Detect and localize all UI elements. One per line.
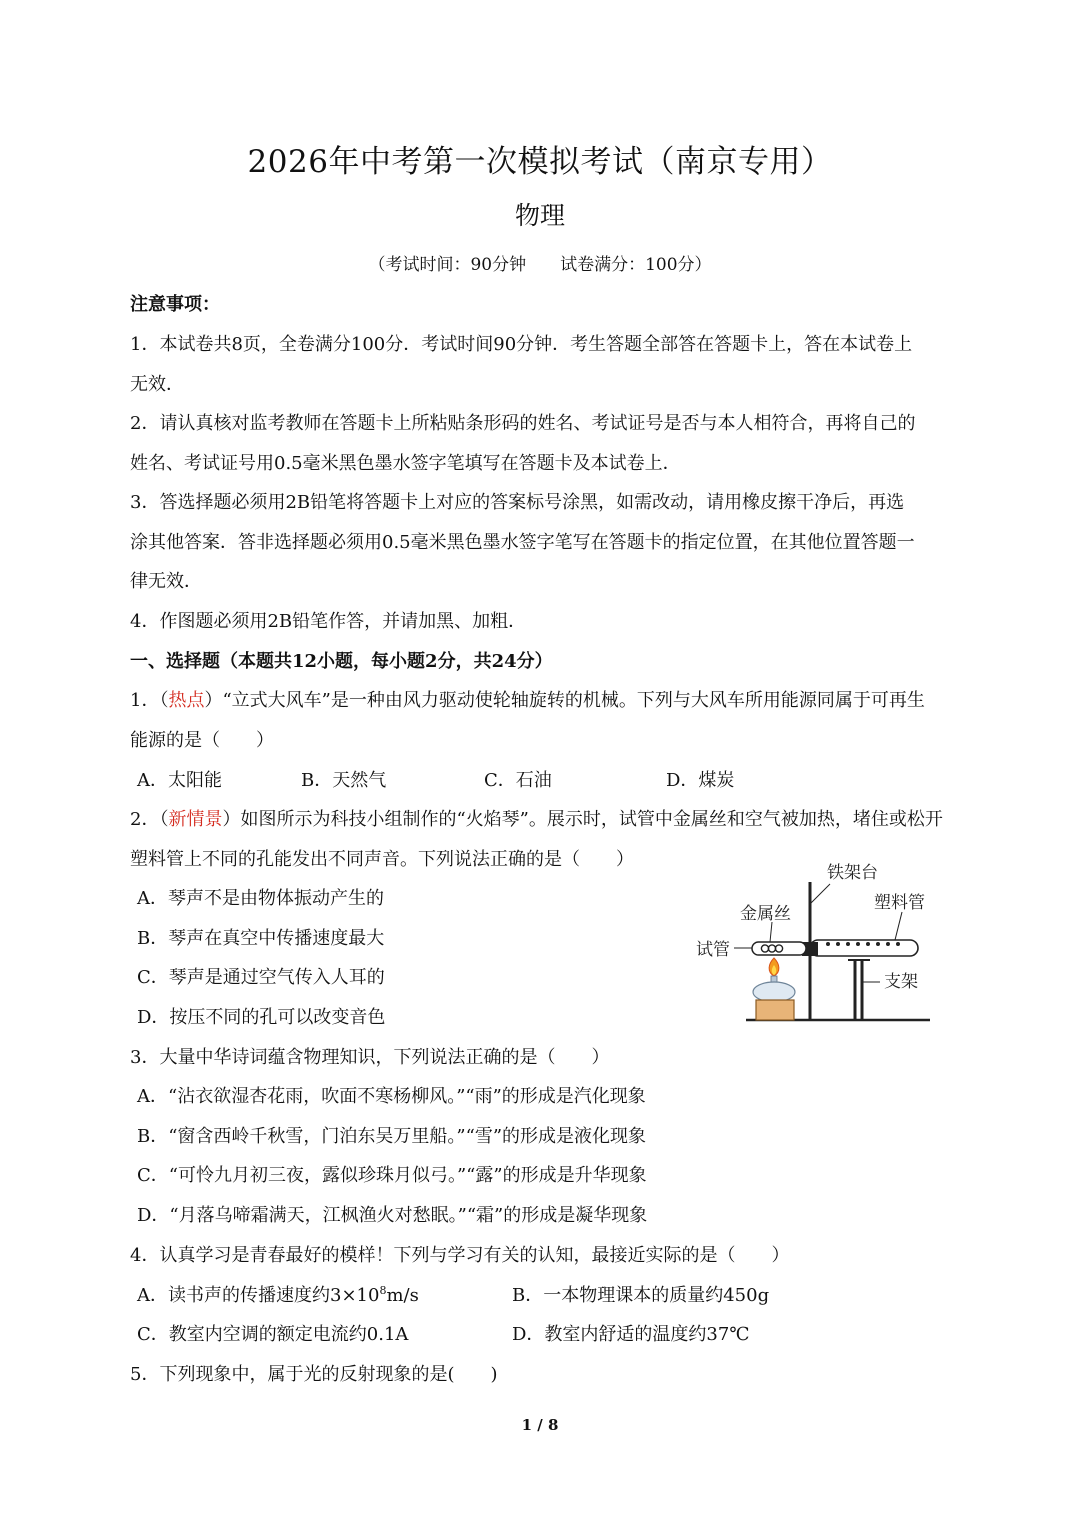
question-1-tag: 热点 — [168, 690, 205, 711]
question-1-number: 1．（ — [130, 690, 169, 711]
question-4-option-b: B．一本物理课本的质量约450g — [512, 1285, 770, 1306]
label-support: 支架 — [884, 972, 918, 992]
notice-item-1-line-2: 无效． — [130, 374, 184, 395]
page-number: 1 / 8 — [521, 1416, 559, 1434]
question-4-option-d: D．教室内舒适的温度约37℃ — [512, 1324, 750, 1345]
pipe-hole — [826, 942, 830, 946]
pipe-hole — [896, 942, 900, 946]
question-4-option-a — [137, 1281, 419, 1307]
label-tube: 试管 — [696, 940, 730, 960]
question-1-option-b: B．天然气 — [301, 770, 387, 791]
test-tube — [752, 942, 806, 955]
flame-harp-figure — [690, 852, 940, 1027]
pipe-hole — [866, 942, 870, 946]
label-pipe: 塑料管 — [874, 893, 925, 913]
notice-item-2-line-2: 姓名、考试证号用0.5毫米黑色墨水签字笔填写在答题卡及本试卷上． — [130, 453, 681, 474]
question-2-option-a: A．琴声不是由物体振动产生的 — [137, 888, 384, 909]
pipe-hole — [886, 942, 890, 946]
question-2-option-c: C．琴声是通过空气传入人耳的 — [137, 967, 385, 988]
question-2-line-1 — [130, 805, 943, 831]
notice-item-2-line-1: 2．请认真核对监考教师在答题卡上所粘贴条形码的姓名、考试证号是否与本人相符合，再将自己的 — [130, 413, 916, 434]
question-5-line-1: 5．下列现象中，属于光的反射现象的是( ) — [130, 1364, 498, 1385]
exam-time: （考试时间：90分钟 — [368, 255, 527, 275]
section-heading: 一、选择题（本题共12小题，每小题2分，共24分） — [130, 651, 553, 672]
exam-subject: 物理 — [514, 201, 565, 230]
notice-item-4: 4．作图题必须用2B铅笔作答，并请加黑、加粗． — [130, 611, 527, 632]
wire-label-leader — [770, 922, 772, 942]
exam-info — [0, 250, 1080, 275]
label-wire: 金属丝 — [740, 904, 791, 924]
question-2-text: ）如图所示为科技小组制作的“火焰琴”。展示时，试管中金属丝和空气被加热，堵住或松开 — [222, 809, 943, 830]
stand-label-leader — [810, 884, 830, 904]
question-3-option-a: A．“沾衣欲湿杏花雨，吹面不寒杨柳风。”“雨”的形成是汽化现象 — [137, 1086, 646, 1107]
question-2-tag: 新情景 — [168, 809, 223, 830]
pipe-hole — [836, 942, 840, 946]
label-stand: 铁架台 — [827, 863, 878, 883]
exam-score: 试卷满分：100分） — [560, 255, 712, 275]
question-4-option-a-text: A．读书声的传播速度约3×10 — [137, 1285, 380, 1306]
notice-heading: 注意事项： — [130, 294, 220, 315]
question-3-option-c: C．“可怜九月初三夜，露似珍珠月似弓。”“露”的形成是升华现象 — [137, 1165, 647, 1186]
question-3-option-b: B．“窗含西岭千秋雪，门泊东吴万里船。”“雪”的形成是液化现象 — [137, 1126, 647, 1147]
question-2-option-d: D．按压不同的孔可以改变音色 — [137, 1007, 386, 1028]
question-1-text: ）“立式大风车”是一种由风力驱动使轮轴旋转的机械。下列与大风车所用能源同属于可再生 — [204, 690, 925, 711]
question-1-option-d: D．煤炭 — [666, 770, 735, 791]
question-1-option-a: A．太阳能 — [137, 770, 222, 791]
plastic-pipe — [810, 940, 918, 956]
question-1-line-1 — [130, 686, 925, 712]
question-3-option-d: D．“月落乌啼霜满天，江枫渔火对愁眠。”“霜”的形成是凝华现象 — [137, 1205, 648, 1226]
pipe-label-leader — [895, 912, 902, 940]
alcohol-lamp — [753, 982, 795, 1002]
notice-item-1-line-1: 1．本试卷共8页，全卷满分100分．考试时间90分钟．考生答题全部答在答题卡上，答在本试卷上 — [130, 334, 913, 355]
notice-item-3-line-1: 3．答选择题必须用2B铅笔将答题卡上对应的答案标号涂黑，如需改动，请用橡皮擦干净后，再选 — [130, 492, 905, 513]
question-3-line-1: 3．大量中华诗词蕴含物理知识，下列说法正确的是（ ） — [130, 1047, 610, 1068]
pipe-hole — [846, 942, 850, 946]
exam-title: 2026年中考第一次模拟考试（南京专用） — [247, 144, 833, 180]
question-1-line-2: 能源的是（ ） — [130, 730, 274, 751]
notice-item-3-line-3: 律无效． — [130, 571, 202, 592]
question-2-option-b: B．琴声在真空中传播速度最大 — [137, 928, 385, 949]
question-2-number: 2．（ — [130, 809, 169, 830]
pipe-hole — [856, 942, 860, 946]
question-4-line-1: 4．认真学习是青春最好的模样！下列与学习有关的认知，最接近实际的是（ ） — [130, 1245, 790, 1266]
question-1-option-c: C．石油 — [484, 770, 552, 791]
question-4-option-a-unit: m/s — [386, 1285, 419, 1306]
wooden-block — [756, 1000, 794, 1020]
notice-item-3-line-2: 涂其他答案．答非选择题必须用0.5毫米黑色墨水签字笔写在答题卡的指定位置，在其他位置答题一 — [130, 532, 915, 553]
question-4-option-a-exponent: 8 — [379, 1284, 387, 1297]
question-4-option-c: C．教室内空调的额定电流约0.1A — [137, 1324, 409, 1345]
question-2-line-2: 塑料管上不同的孔能发出不同声音。下列说法正确的是（ ） — [130, 849, 634, 870]
pipe-hole — [876, 942, 880, 946]
